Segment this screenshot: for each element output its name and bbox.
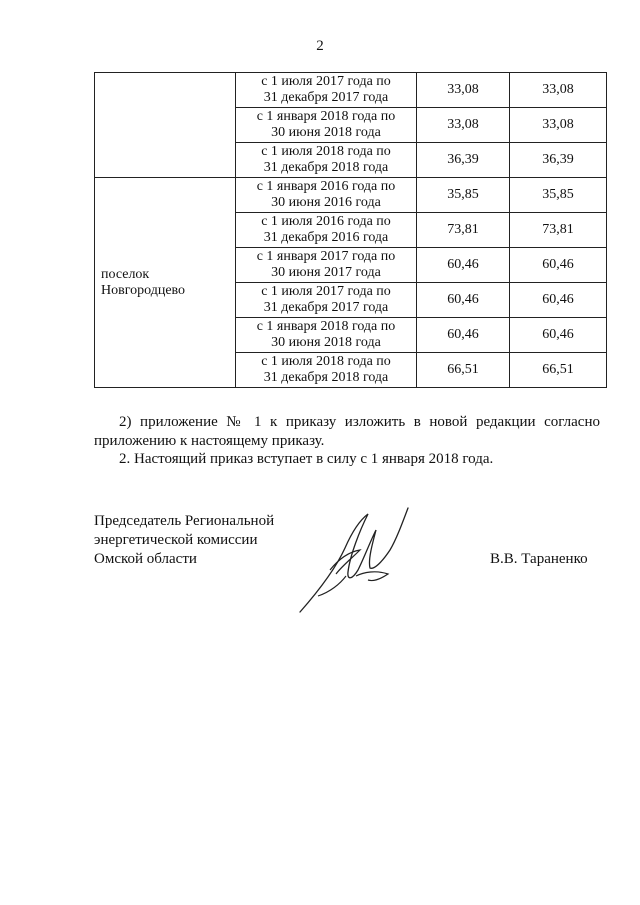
period-line: 31 декабря 2016 года	[263, 230, 389, 245]
period-line: с 1 января 2017 года по	[256, 249, 396, 264]
value-cell: 35,85	[417, 178, 510, 213]
value-cell: 60,46	[417, 248, 510, 283]
value-cell: 33,08	[510, 73, 607, 108]
period-line: 31 декабря 2018 года	[263, 370, 389, 385]
value-cell: 36,39	[417, 143, 510, 178]
handwritten-signature	[290, 500, 420, 620]
period-line: 31 декабря 2018 года	[263, 160, 389, 175]
value-cell: 33,08	[510, 108, 607, 143]
period-line: с 1 июля 2018 года по	[261, 354, 391, 369]
value-cell: 66,51	[510, 353, 607, 388]
period-line: с 1 июля 2017 года по	[261, 74, 391, 89]
tariff-table	[94, 72, 607, 388]
period-line: 30 июня 2017 года	[271, 265, 381, 280]
period-line: с 1 июля 2018 года по	[261, 144, 391, 159]
value-cell: 60,46	[417, 283, 510, 318]
period-cell	[236, 108, 417, 143]
period-line: с 1 января 2018 года по	[256, 319, 396, 334]
value-cell: 35,85	[510, 178, 607, 213]
value-cell: 60,46	[510, 248, 607, 283]
period-cell	[236, 143, 417, 178]
value-cell: 60,46	[510, 318, 607, 353]
value-cell: 73,81	[417, 213, 510, 248]
locality-line: Новгородцево	[101, 282, 186, 298]
period-cell	[236, 73, 417, 108]
value-cell: 33,08	[417, 108, 510, 143]
paragraph-amendment: 2) приложение № 1 к приказу изложить в новой редакции согласно приложению к настоящему приказу.	[94, 414, 600, 449]
locality-line: поселок	[101, 266, 150, 282]
signatory-title	[94, 512, 274, 569]
locality-cell	[95, 73, 236, 178]
value-cell: 33,08	[417, 73, 510, 108]
table-row	[95, 73, 607, 108]
value-cell: 60,46	[510, 283, 607, 318]
signatory-title-line: Председатель Региональной	[94, 513, 275, 529]
period-line: 31 декабря 2017 года	[263, 90, 389, 105]
period-line: с 1 июля 2016 года по	[261, 214, 391, 229]
signatory-title-line: Омской области	[94, 551, 197, 567]
period-cell	[236, 213, 417, 248]
value-cell: 66,51	[417, 353, 510, 388]
period-line: 30 июня 2018 года	[271, 125, 381, 140]
table-row	[95, 178, 607, 213]
period-line: с 1 января 2018 года по	[256, 109, 396, 124]
period-line: 30 июня 2016 года	[271, 195, 381, 210]
period-cell	[236, 353, 417, 388]
locality-cell	[95, 178, 236, 388]
value-cell: 60,46	[417, 318, 510, 353]
signatory-title-line: энергетической комиссии	[94, 532, 258, 548]
period-cell	[236, 248, 417, 283]
period-line: с 1 июля 2017 года по	[261, 284, 391, 299]
period-line: с 1 января 2016 года по	[256, 179, 396, 194]
signatory-name: В.В. Тараненко	[490, 551, 588, 567]
period-line: 31 декабря 2017 года	[263, 300, 389, 315]
value-cell: 73,81	[510, 213, 607, 248]
period-cell	[236, 178, 417, 213]
period-cell	[236, 318, 417, 353]
page-number: 2	[316, 38, 324, 54]
period-cell	[236, 283, 417, 318]
value-cell: 36,39	[510, 143, 607, 178]
paragraph-effective-date: 2. Настоящий приказ вступает в силу с 1 января 2018 года.	[119, 451, 494, 467]
period-line: 30 июня 2018 года	[271, 335, 381, 350]
